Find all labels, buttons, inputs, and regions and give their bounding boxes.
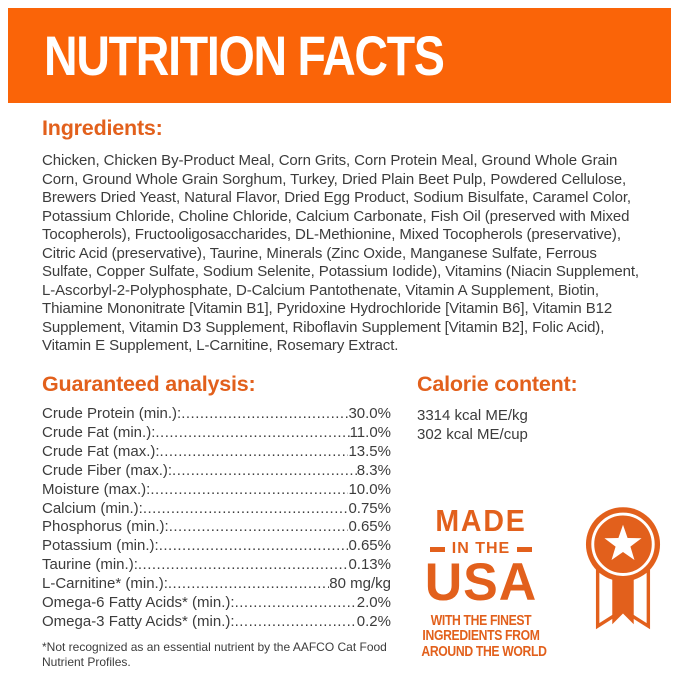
nutrient-value: 2.0% bbox=[356, 594, 391, 612]
nutrient-label: Omega-3 Fatty Acids* (min.): bbox=[42, 612, 235, 630]
tagline-line: INGREDIENTS FROM bbox=[422, 628, 540, 645]
header-bar bbox=[8, 8, 671, 103]
nutrient-value: 0.2% bbox=[356, 612, 391, 630]
analysis-row bbox=[42, 613, 391, 632]
analysis-row bbox=[42, 556, 391, 575]
calorie-content-heading: Calorie content: bbox=[417, 372, 578, 396]
dot-leader bbox=[169, 518, 349, 537]
dot-leader bbox=[160, 443, 349, 462]
ingredients-section bbox=[42, 116, 644, 356]
dot-leader bbox=[181, 405, 348, 424]
ribbon-star-icon bbox=[584, 505, 662, 647]
nutrient-label: Moisture (max.): bbox=[42, 480, 151, 498]
calorie-per-cup: 302 kcal ME/cup bbox=[417, 426, 528, 443]
dash-decoration bbox=[430, 547, 445, 552]
dot-leader bbox=[168, 575, 329, 594]
nutrient-label: Phosphorus (min.): bbox=[42, 518, 169, 536]
dot-leader bbox=[235, 613, 357, 632]
usa-tagline bbox=[421, 612, 547, 661]
usa-label: USA bbox=[424, 553, 538, 612]
dot-leader bbox=[159, 537, 349, 556]
nutrient-value: 0.75% bbox=[348, 499, 391, 517]
calorie-values bbox=[417, 406, 657, 444]
nutrient-label: Taurine (min.): bbox=[42, 556, 138, 574]
nutrient-label: Potassium (min.): bbox=[42, 537, 159, 555]
nutrient-value: 8.3% bbox=[356, 461, 391, 479]
nutrient-value: 0.65% bbox=[348, 518, 391, 536]
analysis-row bbox=[42, 443, 391, 462]
nutrient-value: 0.13% bbox=[348, 556, 391, 574]
tagline-line: WITH THE FINEST bbox=[430, 612, 532, 629]
nutrient-value: 11.0% bbox=[349, 423, 391, 441]
nutrient-label: Crude Fat (min.): bbox=[42, 423, 156, 441]
analysis-row bbox=[42, 462, 391, 481]
nutrient-value: 30.0% bbox=[348, 405, 391, 422]
nutrient-value: 10.0% bbox=[348, 480, 391, 498]
in-the-text: IN THE bbox=[451, 540, 511, 557]
nutrient-label: Calcium (min.): bbox=[42, 499, 143, 517]
calorie-content-section bbox=[417, 372, 657, 444]
dot-leader bbox=[150, 481, 348, 500]
aafco-footnote: *Not recognized as an essential nutrient by the AAFCO Cat Food Nutrient Profiles. bbox=[42, 640, 387, 669]
nutrient-value: 13.5% bbox=[348, 442, 391, 460]
analysis-row bbox=[42, 405, 391, 424]
calorie-per-kg: 3314 kcal ME/kg bbox=[417, 407, 528, 424]
nutrient-label: Crude Fat (max.): bbox=[42, 442, 160, 460]
nutrient-label: L-Carnitine* (min.): bbox=[42, 575, 168, 593]
dot-leader bbox=[143, 500, 349, 519]
ingredients-heading: Ingredients: bbox=[42, 116, 163, 140]
nutrient-value: 80 mg/kg bbox=[329, 575, 391, 593]
made-in-usa-badge bbox=[410, 503, 660, 660]
analysis-row bbox=[42, 594, 391, 613]
made-label: MADE bbox=[435, 503, 527, 538]
tagline-line: AROUND THE WORLD bbox=[421, 643, 547, 660]
dot-leader bbox=[138, 556, 349, 575]
ingredients-text: Chicken, Chicken By-Product Meal, Corn Grits, Corn Protein Meal, Ground Whole Grain Corn, Ground Whole Grain Sorghum, Turkey, Dried Plain Beet Pulp, Powdered Cellulose, Brewers Dried Yeast, Natural Flavor, Dried Egg Product, Sodium Bisulfate, Caramel Color, Potassium Chloride, Choline Chloride, Calcium Carbonate, Fish Oil (preserved with Mixed Tocopherols), Fructooligosaccharides, DL-Methionine, Mixed Tocopherols (preservative), Citric Acid (preservative), Taurine, Minerals (Zinc Oxide, Manganese Sulfate, Ferrous Sulfate, Copper Sulfate, Sodium Selenite, Potassium Iodide), Vitamins (Niacin Supplement, L-Ascorbyl-2-Polyphosphate, D-Calcium Pantothenate, Vitamin A Supplement, Biotin, Thiamine Mononitrate [Vitamin B1], Pyridoxine Hydrochloride [Vitamin B6], Vitamin B12 Supplement, Vitamin D3 Supplement, Riboflavin Supplement [Vitamin B2], Folic Acid), Vitamin E Supplement, L-Carnitine, Rosemary Extract. bbox=[42, 152, 639, 354]
dot-leader bbox=[235, 594, 357, 613]
nutrient-label: Crude Fiber (max.): bbox=[42, 461, 173, 479]
dash-decoration bbox=[517, 547, 532, 552]
guaranteed-analysis-section bbox=[42, 372, 391, 632]
analysis-row bbox=[42, 537, 391, 556]
analysis-row bbox=[42, 518, 391, 537]
dot-leader bbox=[172, 462, 357, 481]
page-title: NUTRITION FACTS bbox=[44, 24, 444, 87]
nutrient-label: Omega-6 Fatty Acids* (min.): bbox=[42, 594, 235, 612]
nutrient-value: 0.65% bbox=[348, 537, 391, 555]
nutrient-label: Crude Protein (min.): bbox=[42, 405, 182, 422]
analysis-row bbox=[42, 424, 391, 443]
dot-leader bbox=[155, 424, 349, 443]
analysis-row bbox=[42, 575, 391, 594]
analysis-row bbox=[42, 481, 391, 500]
guaranteed-analysis-heading: Guaranteed analysis: bbox=[42, 372, 256, 396]
analysis-row bbox=[42, 500, 391, 519]
made-in-usa-text bbox=[410, 505, 552, 660]
guaranteed-analysis-table bbox=[42, 405, 391, 632]
